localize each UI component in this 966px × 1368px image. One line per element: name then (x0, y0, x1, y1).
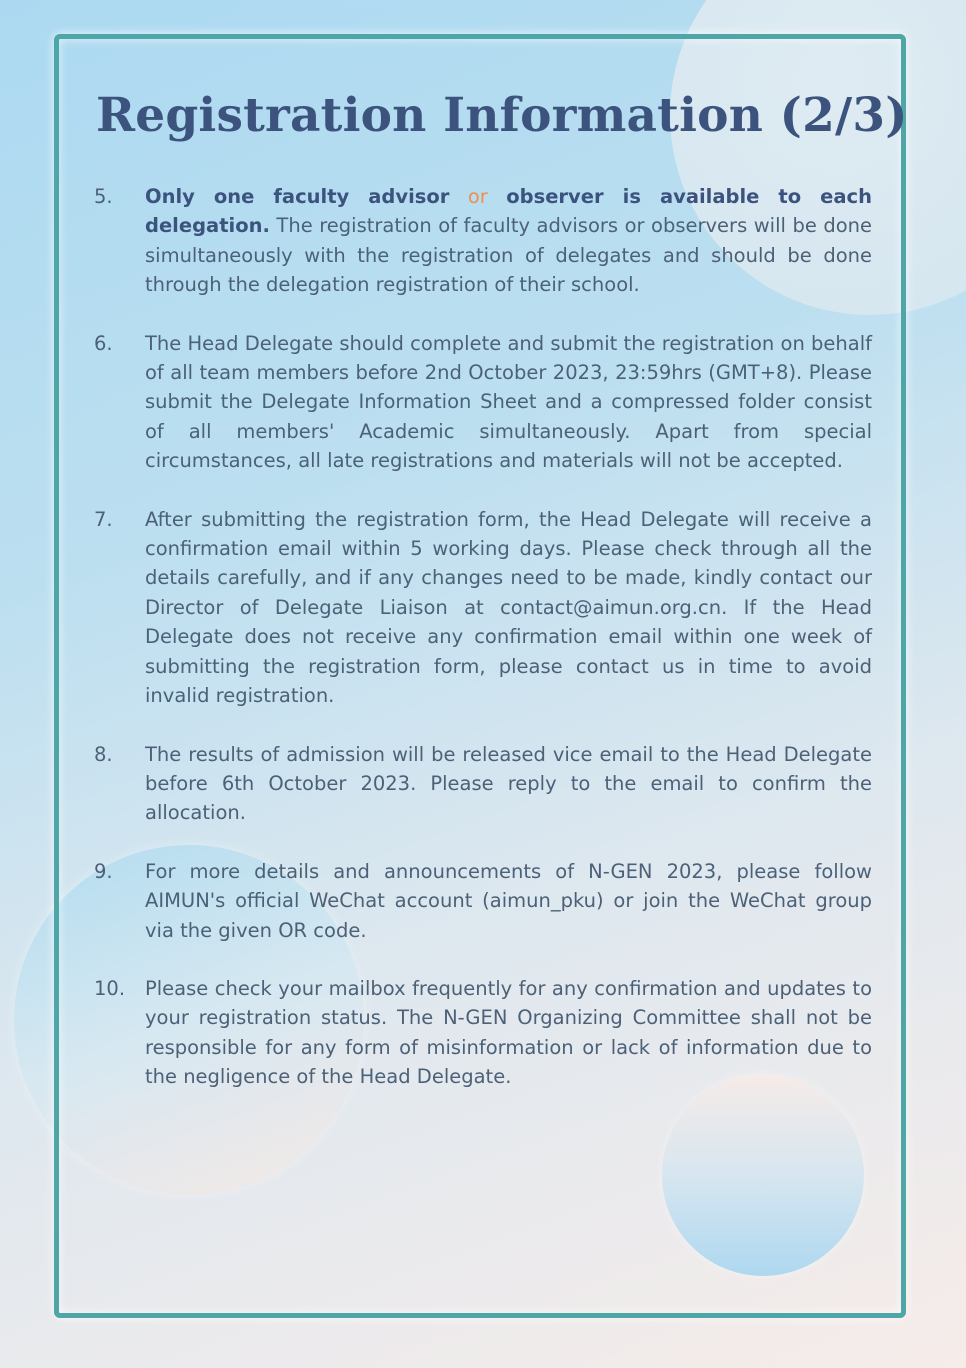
rule-item-5 (94, 182, 872, 300)
rule-item-6 (94, 329, 872, 476)
rule-body: After submitting the registration form, the Head Delegate will receive a confirmation email within 5 working days. Please check through all the details carefully, and if any changes need to be made, kindly contact our Director of Delegate Liaison at contact@aimun.org.cn. If the Head Delegate does not receive any confirmation email within one week of submitting the registration form, please contact us in time to avoid invalid registration. (145, 507, 872, 708)
rule-heading-part-2: observer is available to each delegation. (145, 185, 872, 238)
rule-body: Please check your mailbox frequently for any confirmation and updates to your registration status. The N-GEN Organizing Committee shall not be responsible for any form of misinformation or lack of information due to the negligence of the Head Delegate. (145, 976, 872, 1089)
rule-body: The Head Delegate should complete and submit the registration on behalf of all team members before 2nd October 2023, 23:59hrs (GMT+8). Please submit the Delegate Information Sheet and a compressed folder consist of all members' Academic simultaneously. Apart from special circumstances, all late registrations and materials will not be accepted. (145, 331, 872, 473)
rule-item-10 (94, 974, 872, 1092)
rule-item-9 (94, 857, 872, 945)
rule-item-8 (94, 740, 872, 828)
rule-heading-part-1: Only one faculty advisor (145, 185, 450, 208)
rule-heading-or: or (467, 185, 488, 208)
rule-body: For more details and announcements of N-GEN 2023, please follow AIMUN's official WeChat account (aimun_pku) or join the WeChat group via the given OR code. (145, 859, 872, 942)
rule-item-7 (94, 505, 872, 711)
rule-number: 10. (94, 976, 126, 1000)
rule-number: 8. (94, 742, 113, 766)
rule-body: The results of admission will be released vice email to the Head Delegate before 6th October 2023. Please reply to the email to confirm the allocation. (145, 742, 872, 825)
rule-number: 5. (94, 185, 113, 208)
rule-number: 9. (94, 859, 113, 883)
page-title: Registration Information (2/3) (96, 88, 908, 143)
rule-text (145, 182, 872, 300)
registration-rules-list (94, 182, 872, 1121)
rule-body: The registration of faculty advisors or observers will be done simultaneously with the registration of delegates and should be done through the delegation registration of their school. (145, 214, 872, 297)
rule-number: 6. (94, 331, 113, 355)
rule-number: 7. (94, 507, 113, 531)
